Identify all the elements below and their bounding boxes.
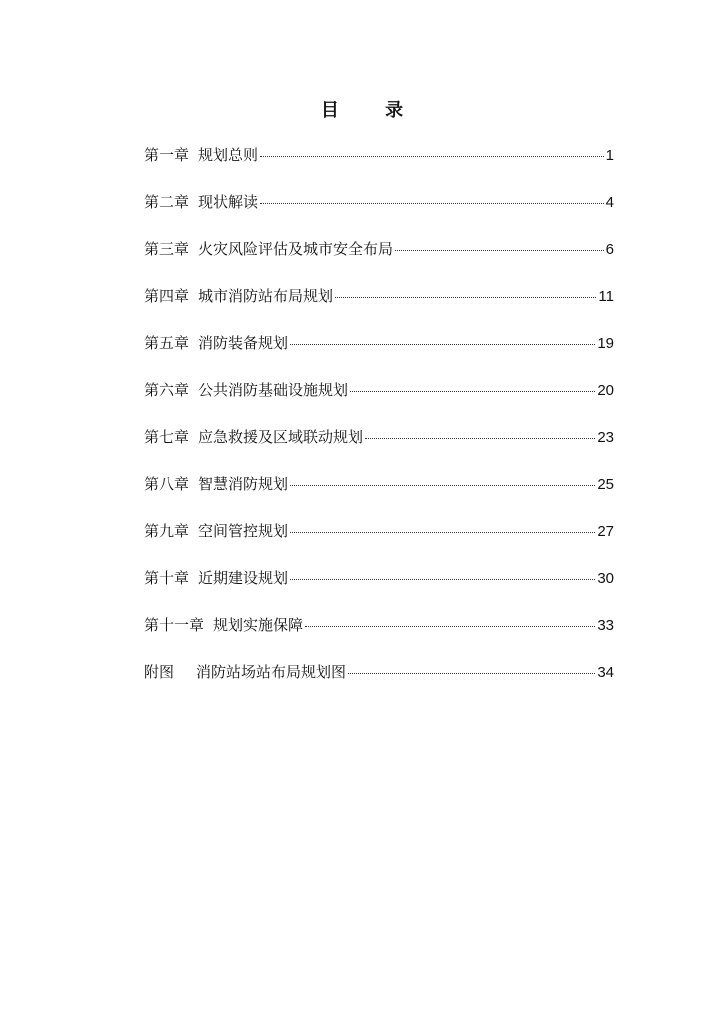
toc-page-number: 23: [597, 429, 614, 446]
toc-leader-dots: [290, 485, 595, 486]
toc-chapter-title: 公共消防基础设施规划: [198, 381, 349, 399]
toc-entry[interactable]: [144, 331, 614, 378]
toc-entry[interactable]: [144, 519, 614, 566]
toc-title: 目 录: [320, 100, 424, 121]
toc-chapter-title: 消防装备规划: [198, 334, 289, 352]
toc-leader-dots: [350, 391, 595, 392]
toc-page-number: 25: [597, 476, 614, 493]
toc-page-number: 33: [597, 617, 614, 634]
toc-chapter-number: 第七章: [144, 428, 190, 446]
toc-entry[interactable]: [144, 190, 614, 237]
toc-chapter-number: 第二章: [144, 193, 190, 211]
toc-chapter-number: 第十章: [144, 569, 190, 587]
toc-leader-dots: [305, 626, 595, 627]
toc-page-number: 4: [605, 194, 614, 211]
toc-page-number: 19: [597, 335, 614, 352]
toc-chapter-title: 规划实施保障: [213, 616, 304, 634]
toc-chapter-number: 第八章: [144, 475, 190, 493]
table-of-contents: [144, 143, 614, 707]
toc-entry[interactable]: [144, 237, 614, 284]
toc-chapter-number: 第三章: [144, 240, 190, 258]
toc-chapter-title: 规划总则: [198, 146, 259, 164]
toc-appendix-title: 消防站场站布局规划图: [196, 663, 347, 681]
toc-leader-dots: [290, 344, 595, 345]
toc-chapter-title: 城市消防站布局规划: [198, 287, 334, 305]
toc-entry[interactable]: [144, 472, 614, 519]
toc-leader-dots: [395, 250, 604, 251]
toc-entry[interactable]: [144, 425, 614, 472]
toc-chapter-number: 第四章: [144, 287, 190, 305]
toc-leader-dots: [290, 532, 595, 533]
toc-page-number: 27: [597, 523, 614, 540]
toc-page-number: 30: [597, 570, 614, 587]
toc-chapter-number: 第一章: [144, 146, 190, 164]
toc-chapter-number: 第九章: [144, 522, 190, 540]
toc-chapter-title: 现状解读: [198, 193, 259, 211]
toc-leader-dots: [348, 673, 595, 674]
toc-entry[interactable]: [144, 284, 614, 331]
toc-appendix-label: 附图: [144, 663, 175, 681]
toc-entry[interactable]: [144, 143, 614, 190]
toc-page-number: 11: [598, 288, 614, 305]
toc-chapter-title: 火灾风险评估及城市安全布局: [198, 240, 394, 258]
toc-entry[interactable]: [144, 613, 614, 660]
toc-page-number: 20: [597, 382, 614, 399]
toc-page-number: 1: [605, 147, 614, 164]
toc-chapter-title: 智慧消防规划: [198, 475, 289, 493]
toc-leader-dots: [290, 579, 595, 580]
toc-chapter-number: 第十一章: [144, 616, 205, 634]
toc-chapter-title: 空间管控规划: [198, 522, 289, 540]
toc-page-number: 34: [597, 664, 614, 681]
toc-entry-appendix[interactable]: [144, 660, 614, 707]
toc-page-number: 6: [605, 241, 614, 258]
toc-chapter-number: 第五章: [144, 334, 190, 352]
toc-leader-dots: [365, 438, 595, 439]
toc-entry[interactable]: [144, 566, 614, 613]
toc-chapter-title: 应急救援及区域联动规划: [198, 428, 364, 446]
toc-leader-dots: [260, 203, 604, 204]
toc-entry[interactable]: [144, 378, 614, 425]
toc-leader-dots: [260, 156, 604, 157]
toc-chapter-number: 第六章: [144, 381, 190, 399]
toc-leader-dots: [335, 297, 596, 298]
toc-chapter-title: 近期建设规划: [198, 569, 289, 587]
